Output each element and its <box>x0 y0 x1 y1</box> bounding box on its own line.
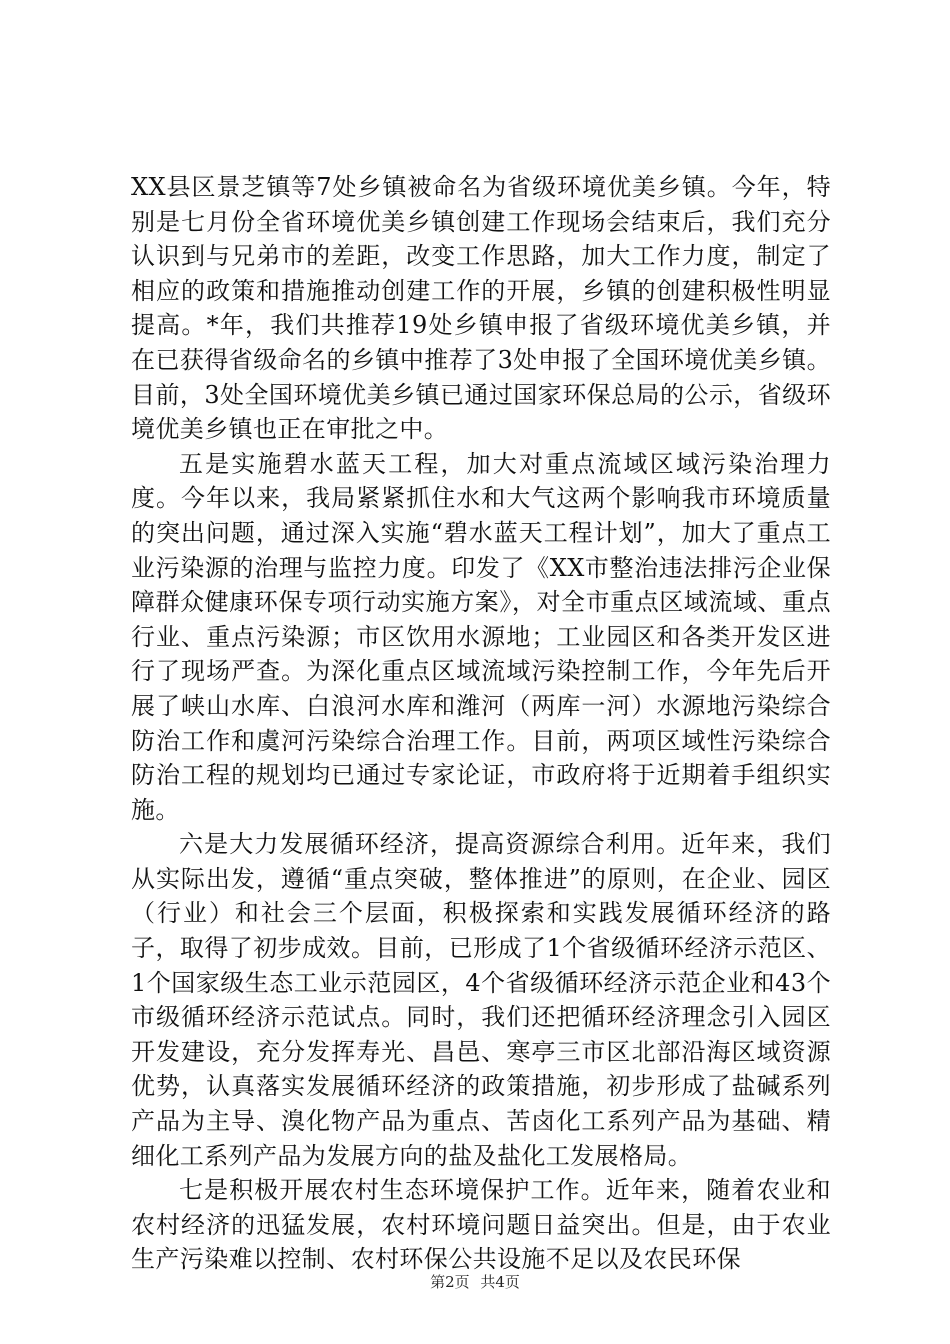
paragraph-continuation: XX县区景芝镇等7处乡镇被命名为省级环境优美乡镇。今年，特别是七月份全省环境优美乡镇创建工作现场会结束后，我们充分认识到与兄弟市的差距，改变工作思路，加大工作力度，制定了相应的政策和措施推动创建工作的开展，乡镇的创建积极性明显提高。*年，我们共推荐19处乡镇申报了省级环境优美乡镇，并在已获得省级命名的乡镇中推荐了3处申报了全国环境优美乡镇。目前，3处全国环境优美乡镇已通过国家环保总局的公示，省级环境优美乡镇也正在审批之中。 <box>131 173 831 444</box>
page-footer <box>0 1272 950 1292</box>
document-body <box>131 170 831 1277</box>
paragraph-item-six: 六是大力发展循环经济，提高资源综合利用。近年来，我们从实际出发，遵循“重点突破，整体推进”的原则，在企业、园区（行业）和社会三个层面，积极探索和实践发展循环经济的路子，取得了初步成效。目前，已形成了1个省级循环经济示范区、1个国家级生态工业示范园区，4个省级循环经济示范企业和43个市级循环经济示范试点。同时，我们还把循环经济理念引入园区开发建设，充分发挥寿光、昌邑、寒亭三市区北部沿海区域资源优势，认真落实发展循环经济的政策措施，初步形成了盐碱系列产品为主导、溴化物产品为重点、苦卤化工系列产品为基础、精细化工系列产品为发展方向的盐及盐化工发展格局。 <box>131 830 831 1170</box>
page-total: 共4页 <box>480 1273 520 1291</box>
paragraph-item-five: 五是实施碧水蓝天工程，加大对重点流域区域污染治理力度。今年以来，我局紧紧抓住水和大气这两个影响我市环境质量的突出问题，通过深入实施“碧水蓝天工程计划”，加大了重点工业污染源的治理与监控力度。印发了《XX市整治违法排污企业保障群众健康环保专项行动实施方案》，对全市重点区域流域、重点行业、重点污染源；市区饮用水源地；工业园区和各类开发区进行了现场严查。为深化重点区域流域污染控制工作，今年先后开展了峡山水库、白浪河水库和潍河（两库一河）水源地污染综合防治工作和虞河污染综合治理工作。目前，两项区域性污染综合防治工程的规划均已通过专家论证，市政府将于近期着手组织实施。 <box>131 449 831 824</box>
paragraph-item-seven: 七是积极开展农村生态环境保护工作。近年来，随着农业和农村经济的迅猛发展，农村环境问题日益突出。但是，由于农业生产污染难以控制、农村环保公共设施不足以及农民环保 <box>131 1176 831 1274</box>
page-number: 第2页 <box>430 1273 470 1291</box>
